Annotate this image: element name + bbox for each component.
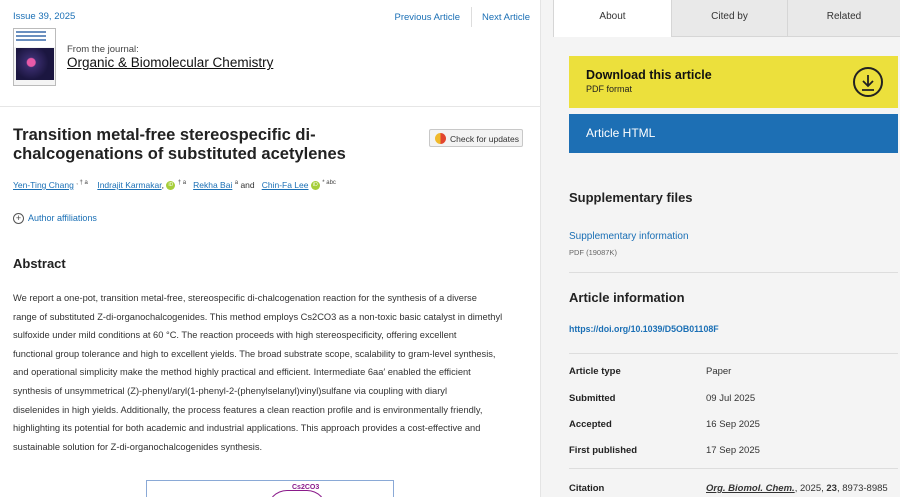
divider xyxy=(569,353,898,354)
journal-cover-image[interactable] xyxy=(13,28,56,86)
info-row-accepted: Accepted 16 Sep 2025 xyxy=(569,419,760,430)
abstract-text xyxy=(13,289,528,456)
abstract-line: sustainable solution for Z-di-organochalcogenides synthesis. xyxy=(13,441,263,452)
from-journal-label: From the journal: xyxy=(67,44,139,55)
author-list: Yen-Ting Chang $^{, \dagger a}$ Indrajit Karmakar, iD $^{\dagger a}$ Rekha Bai $^a$ and Chin-Fa Lee iD $^{* abc}$ xyxy=(13,180,336,190)
graphical-abstract-image[interactable] xyxy=(146,480,394,497)
abstract-line: synthesis of unsymmetrical (Z)-phenyl/aryl(1-phenyl-2-(phenylselanyl)vinyl)sulfane via coupling with diaryl xyxy=(13,385,448,396)
download-article-button[interactable] xyxy=(569,56,898,108)
citation-journal-link[interactable]: Org. Biomol. Chem. xyxy=(706,483,795,494)
crossmark-icon xyxy=(435,133,446,144)
article-sidebar xyxy=(541,0,900,497)
info-row-citation: Citation Org. Biomol. Chem., 2025, 23, 8973-8985 xyxy=(569,483,888,494)
and-text: and xyxy=(240,180,255,190)
divider xyxy=(569,272,898,273)
issue-link[interactable]: Issue 39, 2025 xyxy=(13,11,76,22)
supplementary-heading: Supplementary files xyxy=(569,190,693,205)
tab-related[interactable]: Related xyxy=(787,0,900,37)
info-row-submitted: Submitted 09 Jul 2025 xyxy=(569,393,756,404)
divider xyxy=(569,468,898,469)
author-link[interactable]: Chin-Fa Lee xyxy=(261,180,309,190)
article-title: Transition metal-free stereospecific di-chalcogenations of substituted acetylenes xyxy=(13,126,346,163)
doi-link[interactable]: https://doi.org/10.1039/D5OB01108F xyxy=(569,324,719,334)
info-row-first-published: First published 17 Sep 2025 xyxy=(569,445,760,456)
divider xyxy=(0,106,541,107)
author-affiliations-toggle[interactable]: + Author affiliations xyxy=(13,213,97,224)
citation-value: Org. Biomol. Chem., 2025, 23, 8973-8985 xyxy=(706,483,888,494)
abstract-line: diselenides in high yields. Additionally, the process features a clean reaction profile and is environmentally friendly, xyxy=(13,404,483,415)
check-for-updates-button[interactable]: Check for updates xyxy=(429,129,523,147)
info-row-article-type: Article type Paper xyxy=(569,366,732,377)
author-link[interactable]: Rekha Bai xyxy=(193,180,233,190)
previous-article-link[interactable]: Previous Article xyxy=(394,12,460,23)
abstract-line: highlighting its potential for both academic and industrial applications. This approach provides a cost-effective and xyxy=(13,423,481,434)
graphic-reagent-label: Cs2CO3 xyxy=(292,484,320,491)
supplementary-info-link[interactable]: Supplementary information xyxy=(569,231,689,242)
supplementary-file-size: PDF (19087K) xyxy=(569,248,617,257)
orcid-icon[interactable]: iD xyxy=(166,181,175,190)
orcid-icon[interactable]: iD xyxy=(311,181,320,190)
journal-row xyxy=(13,28,533,88)
abstract-line: We report a one-pot, transition metal-free, stereospecific di-chalcogenation reaction for the synthesis of a diverse xyxy=(13,293,477,303)
article-topbar xyxy=(13,8,530,28)
sidebar-tabs xyxy=(553,0,900,37)
abstract-line: sulfoxide under mild conditions at 60 °C. The reaction proceeds with high stereospecificity, offering excellent xyxy=(13,330,457,341)
download-icon xyxy=(853,67,883,97)
download-format: PDF format xyxy=(586,84,633,94)
next-article-link[interactable]: Next Article xyxy=(481,12,530,23)
tab-about[interactable]: About xyxy=(553,0,671,37)
abstract-line: and operational simplicity make the method highly practical and efficient. Intermediate 6aa′ enabled the efficient xyxy=(13,367,471,378)
abstract-heading: Abstract xyxy=(13,256,66,271)
author-link[interactable]: Yen-Ting Chang xyxy=(13,180,74,190)
abstract-line: range of substituted Z-di-organochalcogenides. This method employs Cs2CO3 as a non-toxic basic catalyst in dimethyl xyxy=(13,311,503,322)
abstract-line: functional group tolerance and high to excellent yields. The broad substrate scope, scalability to gram-level synthesis, xyxy=(13,348,496,359)
article-html-button[interactable]: Article HTML xyxy=(569,114,898,153)
tab-cited-by[interactable]: Cited by xyxy=(671,0,787,37)
download-title: Download this article xyxy=(586,68,712,82)
nav-divider xyxy=(471,7,472,27)
plus-circle-icon: + xyxy=(13,213,24,224)
article-information-heading: Article information xyxy=(569,290,685,305)
author-link[interactable]: Indrajit Karmakar xyxy=(97,180,162,190)
journal-title-link[interactable]: Organic & Biomolecular Chemistry xyxy=(67,55,274,70)
